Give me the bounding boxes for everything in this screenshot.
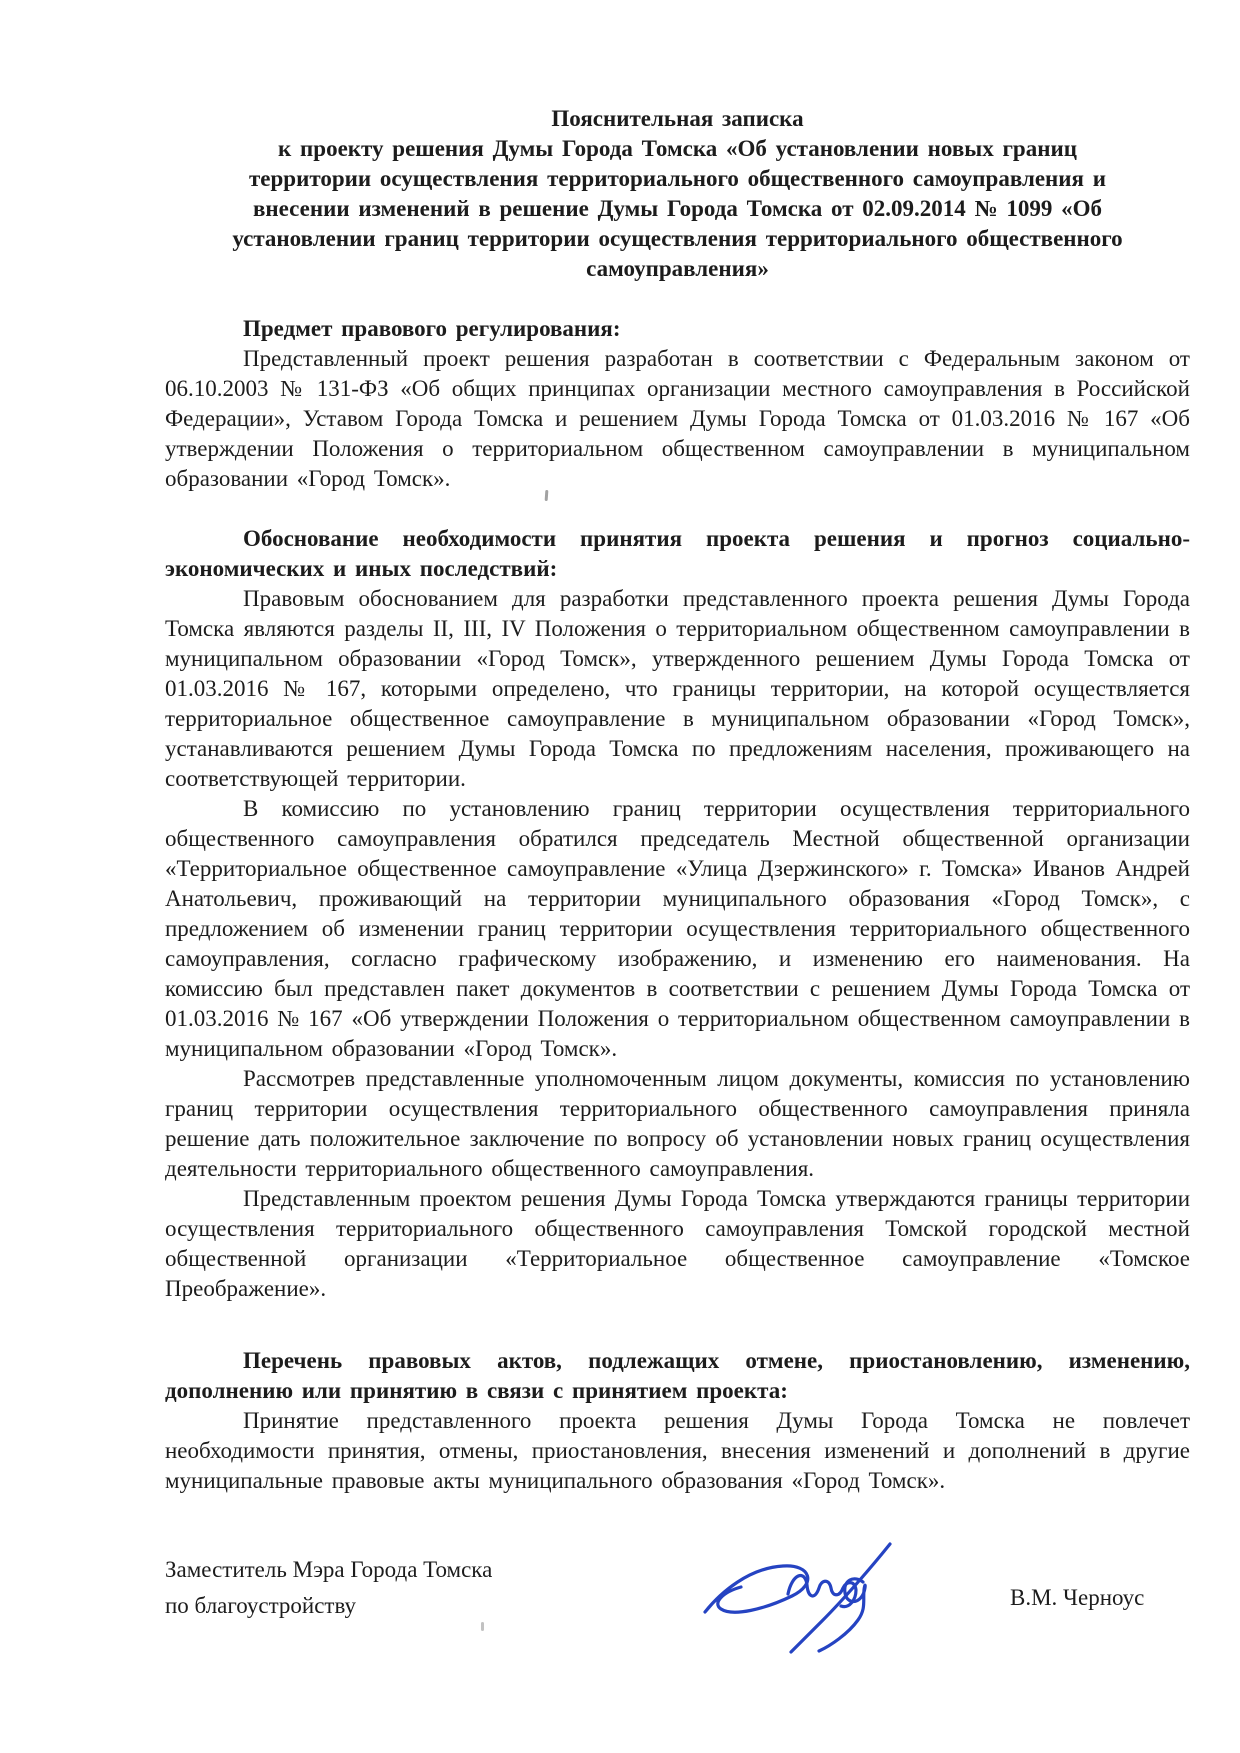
title-line: внесении изменений в решение Думы Города Томска от 02.09.2014 № 1099 «Об (252, 196, 1103, 221)
title-line: территории осуществления территориального общественного самоуправления и (248, 166, 1106, 191)
section-heading: Обоснование необходимости принятия проекта решения и прогноз социально-экономических и иных последствий: (165, 526, 1190, 581)
paragraph: Представленным проектом решения Думы Города Томска утверждаются границы территории осуществления территориального общественного самоуправления Томской городской местной общественной организации «Территориальное общественное самоуправление «Томское Преображение». (165, 1186, 1190, 1301)
section-acts-list (165, 1346, 1190, 1496)
scan-artifact (481, 1622, 484, 1631)
section-heading: Предмет правового регулирования: (243, 316, 621, 341)
signatory-position-line: Заместитель Мэра Города Томска (165, 1557, 493, 1582)
paragraph: В комиссию по установлению границ территории осуществления территориального общественного самоуправления обратился председатель Местной общественной организации «Территориальное общественное самоуправление «Улица Дзержинского» г. Томска» Иванов Андрей Анатольевич, проживающий на территории муниципального образования «Город Томск», с предложением об изменении границ территории осуществления территориального общественного самоуправления, согласно графическому изображению, и изменению его наименования. На комиссию был представлен пакет документов в соответствии с решением Думы Города Томска от 01.03.2016 № 167 «Об утверждении Положения о территориальном общественном самоуправлении в муниципальном образовании «Город Томск». (165, 796, 1190, 1061)
handwritten-signature (693, 1538, 911, 1666)
document-title (165, 104, 1190, 284)
signature-block (165, 1552, 1190, 1692)
signatory-name: В.М. Черноус (1010, 1585, 1145, 1610)
paragraph: Представленный проект решения разработан в соответствии с Федеральным законом от 06.10.2003 № 131-ФЗ «Об общих принципах организации местного самоуправления в Российской Федерации», Уставом Города Томска и решением Думы Города Томска от 01.03.2016 № 167 «Об утверждении Положения о территориальном общественном самоуправлении в муниципальном образовании «Город Томск». (165, 346, 1190, 491)
paragraph: Принятие представленного проекта решения Думы Города Томска не повлечет необходимости принятия, отмены, приостановления, внесения изменений и дополнений в другие муниципальные правовые акты муниципального образования «Город Томск». (165, 1408, 1190, 1493)
title-line: Пояснительная записка (551, 106, 804, 131)
section-justification (165, 524, 1190, 1304)
paragraph: Рассмотрев представленные уполномоченным лицом документы, комиссия по установлению границ территории осуществления территориального общественного самоуправления приняла решение дать положительное заключение по вопросу об установлении новых границ осуществления деятельности территориального общественного самоуправления. (165, 1066, 1190, 1181)
signatory-position-line: по благоустройству (165, 1593, 357, 1618)
paragraph: Правовым обоснованием для разработки представленного проекта решения Думы Города Томска являются разделы II, III, IV Положения о территориальном общественном самоуправлении в муниципальном образовании «Город Томск», утвержденного решением Думы Города Томска от 01.03.2016 № 167, которыми определено, что границы территории, на которой осуществляется территориальное общественное самоуправление в муниципальном образовании «Город Томск», устанавливаются решением Думы Города Томска по предложениям населения, проживающего на соответствующей территории. (165, 586, 1190, 791)
document-body (165, 0, 1190, 1496)
title-line: к проекту решения Думы Города Томска «Об установлении новых границ (278, 136, 1077, 161)
title-line: установлении границ территории осуществления территориального общественного (232, 226, 1123, 251)
section-subject (165, 314, 1190, 494)
section-heading: Перечень правовых актов, подлежащих отмене, приостановлению, изменению, дополнению или принятию в связи с принятием проекта: (165, 1348, 1190, 1403)
title-line: самоуправления» (586, 256, 769, 281)
